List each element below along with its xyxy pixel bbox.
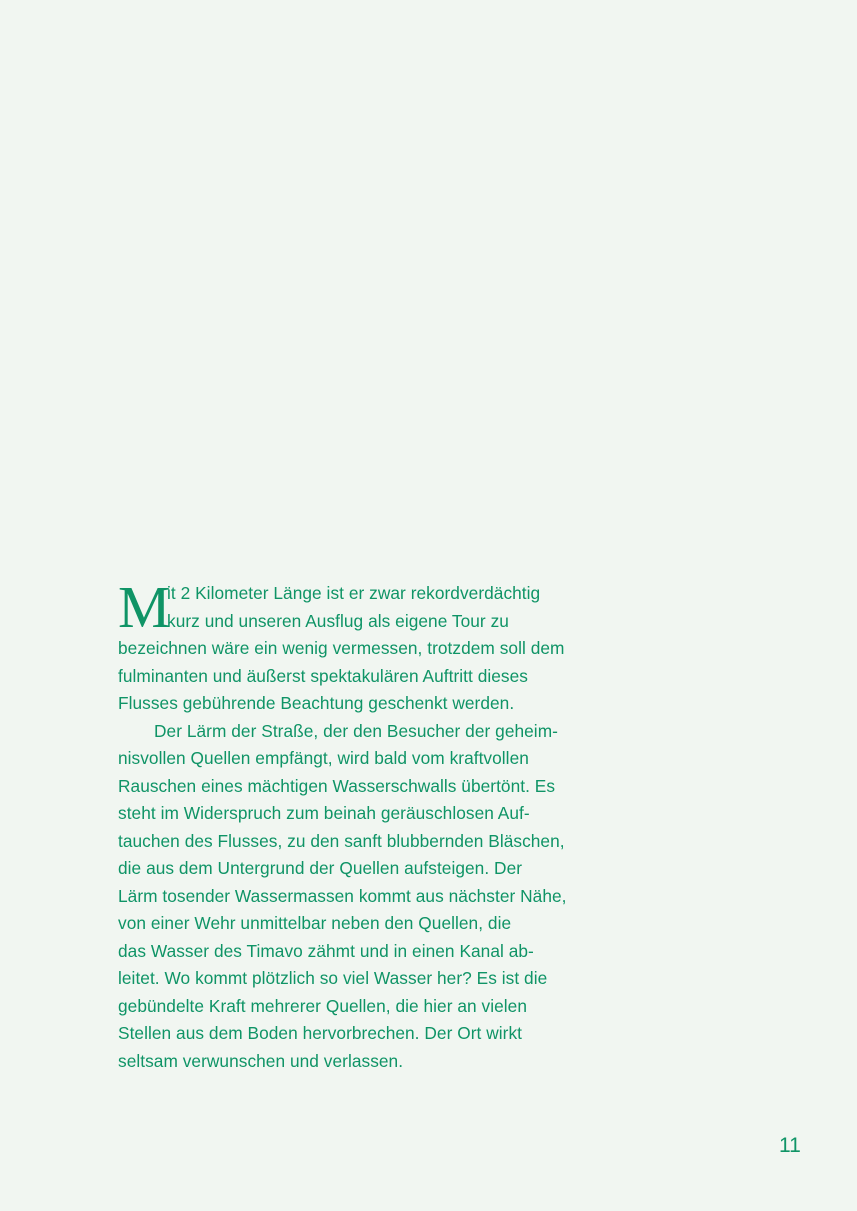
text-line: Lärm tosender Wassermassen kommt aus nächster Nähe, xyxy=(118,885,567,906)
text-line: die aus dem Untergrund der Quellen aufsteigen. Der xyxy=(118,858,523,878)
text-line: seltsam verwunschen und verlassen. xyxy=(118,1050,404,1071)
paragraph-1-rest xyxy=(118,635,648,718)
text-line: fulminanten und äußerst spektakulären Auftritt dieses xyxy=(118,665,528,686)
text-line: steht im Widerspruch zum beinah geräuschlosen Auf- xyxy=(118,803,530,823)
text-line: bezeichnen wäre ein wenig vermessen, trotzdem soll dem xyxy=(118,638,565,658)
text-line: Der Lärm der Straße, der den Besucher der geheim- xyxy=(154,720,558,741)
text-line: gebündelte Kraft mehrerer Quellen, die hier an vielen xyxy=(118,995,528,1016)
text-line: leitet. Wo kommt plötzlich so viel Wasser her? Es ist die xyxy=(118,968,548,988)
text-line: kurz und unseren Ausflug als eigene Tour zu xyxy=(167,610,509,631)
paragraph-2 xyxy=(118,718,648,1076)
article-text xyxy=(118,574,648,1075)
drop-cap: M xyxy=(118,574,171,640)
text-line: tauchen des Flusses, zu den sanft blubbernden Bläschen, xyxy=(118,830,565,851)
page-number: 11 xyxy=(779,1134,801,1157)
text-line: Stellen aus dem Boden hervorbrechen. Der Ort wirkt xyxy=(118,1023,522,1043)
text-line: Flusses gebührende Beachtung geschenkt werden. xyxy=(118,693,515,713)
text-line: von einer Wehr unmittelbar neben den Quellen, die xyxy=(118,913,512,933)
paragraph-1-opening xyxy=(118,574,648,640)
text-line: it 2 Kilometer Länge ist er zwar rekordverdächtig xyxy=(167,583,541,603)
text-line: nisvollen Quellen empfängt, wird bald vom kraftvollen xyxy=(118,748,529,768)
text-line: das Wasser des Timavo zähmt und in einen Kanal ab- xyxy=(118,940,534,961)
text-line: Rauschen eines mächtigen Wasserschwalls übertönt. Es xyxy=(118,775,556,796)
